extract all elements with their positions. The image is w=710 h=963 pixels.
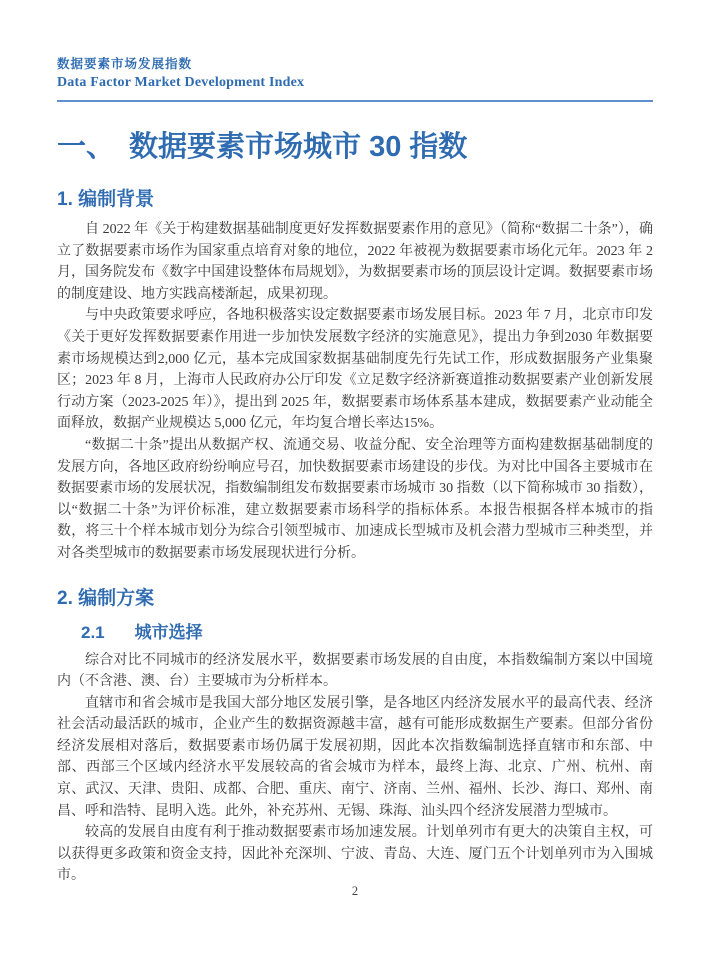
running-header-title-en: Data Factor Market Development Index: [57, 75, 305, 90]
section-2-1-heading: [81, 621, 653, 645]
section-2-paragraph-1: 综合对比不同城市的经济发展水平，数据要素市场发展的自由度，本指数编制方案以中国境内（不含港、澳、台）主要城市为分析样本。: [57, 652, 653, 690]
chapter-title-text: 数据要素市场城市 30 指数: [129, 131, 468, 163]
running-header-title-zh: 数据要素市场发展指数: [57, 57, 193, 71]
chapter-title: [57, 128, 653, 166]
running-header: [57, 56, 653, 102]
chapter-number: 一、: [57, 131, 116, 163]
section-2-paragraph-2: 直辖市和省会城市是我国大部分地区发展引擎，是各地区内经济发展水平的最高代表、经济社会活动最活跃的城市，企业产生的数据资源越丰富，越有可能形成数据生产要素。但部分省份经济发展相对落后，数据要素市场仍属于发展初期，因此本次指数编制选择直辖市和东部、中部、西部三个区域内经济水平发展较高的省会城市为样本，最终上海、北京、广州、杭州、南京、武汉、天津、贵阳、成都、合肥、重庆、南宁、济南、兰州、福州、长沙、海口、郑州、南昌、呼和浩特、昆明入选。此外，补充苏州、无锡、珠海、汕头四个经济发展潜力型城市。: [57, 695, 653, 819]
section-2-paragraph-3: 较高的发展自由度有利于推动数据要素市场加速发展。计划单列市有更大的决策自主权，可以获得更多政策和资金支持，因此补充深圳、宁波、青岛、大连、厦门五个计划单列市为入围城市。: [57, 825, 653, 884]
page-number: 2: [351, 884, 359, 898]
section-1-paragraph-2: 与中央政策要求呼应，各地积极落实设定数据要素市场发展目标。2023 年 7 月，北京市印发《关于更好发挥数据要素作用进一步加快发展数字经济的实施意见》，提出力争到2030 年数据要素市场规模达到2,000 亿元，基本完成国家数据基础制度先行先试工作，形成数据服务产业集聚区；2023 年 8 月，上海市人民政府办公厅印发《立足数字经济新赛道推动数据要素产业创新发展行动方案（2023-2025 年）》，提出到 2025 年，数据要素市场体系基本建成，数据要素产业动能全面释放，数据产业规模达 5,000 亿元，年均复合增长率达15%。: [57, 308, 653, 432]
section-2-1-title: 城市选择: [134, 622, 203, 642]
section-2-heading: 2. 编制方案: [57, 587, 155, 609]
section-1-heading: 1. 编制背景: [57, 189, 155, 210]
section-1-paragraph-1: 自 2022 年《关于构建数据基础制度更好发挥数据要素作用的意见》（简称“数据二十条”），确立了数据要素市场作为国家重点培育对象的地位，2022 年被视为数据要素市场化元年。2023 年 2 月，国务院发布《数字中国建设整体布局规划》，为数据要素市场的顶层设计定调。数据要素市场的制度建设、地方实践高楼渐起，成果初现。: [57, 222, 653, 302]
section-1-paragraph-3: “数据二十条”提出从数据产权、流通交易、收益分配、安全治理等方面构建数据基础制度的发展方向，各地区政府纷纷响应号召，加快数据要素市场建设的步伐。为对比中国各主要城市在数据要素市场的发展状况，指数编制组发布数据要素市场城市 30 指数（以下简称城市 30 指数），以“数据二十条”为评价标准，建立数据要素市场科学的指标体系。本报告根据各样本城市的指数，将三十个样本城市划分为综合引领型城市、加速成长型城市及机会潜力型城市三种类型，并对各类型城市的数据要素市场发展现状进行分析。: [57, 437, 653, 561]
section-2-1-number: 2.1: [81, 622, 105, 642]
